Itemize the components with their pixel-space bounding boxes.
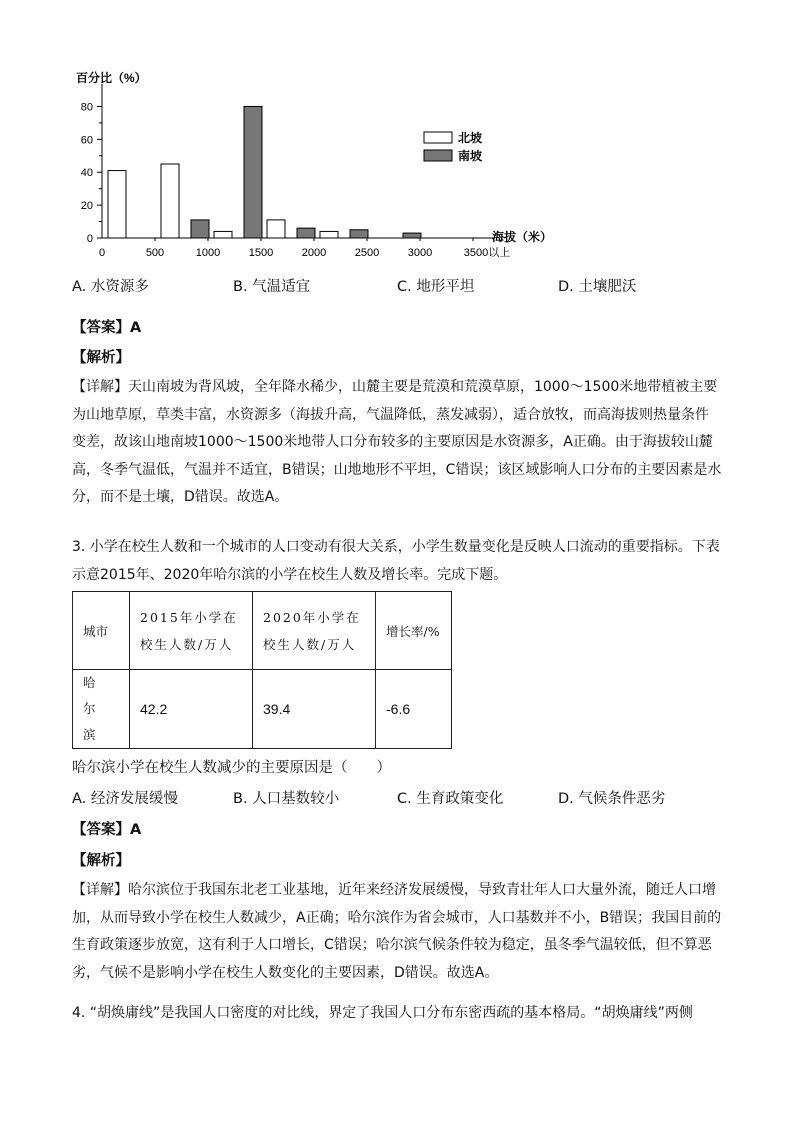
y-axis-label: 百分比（%）	[76, 71, 147, 85]
legend	[424, 130, 483, 163]
bar-north-2	[214, 231, 232, 238]
bar-south-1	[191, 220, 209, 238]
bar-south-5	[403, 233, 421, 238]
y-tick-label: 0	[86, 233, 93, 245]
table-cell-2020: 39.4	[253, 670, 376, 749]
y-tick-label: 60	[80, 134, 93, 147]
bar-north-0	[108, 171, 126, 238]
x-tick-label: 1500	[248, 247, 274, 259]
table-header-growth: 增长率/%	[376, 592, 452, 670]
q2-option-c: C. 地形平坦	[397, 279, 475, 295]
bar-north-4	[320, 231, 338, 238]
altitude-population-bar-chart	[60, 60, 560, 265]
table-cell-2015: 42.2	[130, 670, 253, 749]
x-tick-label: 2000	[301, 247, 327, 259]
q2-option-b: B. 气温适宜	[233, 279, 311, 295]
y-tick-label: 80	[80, 101, 93, 114]
x-tick-label: 0	[98, 247, 106, 259]
x-tick-label: 2500	[354, 247, 380, 259]
q2-analysis-heading: 【解析】	[72, 350, 130, 366]
table-cell-city: 哈尔滨	[73, 670, 130, 749]
x-tick-label: 500	[145, 247, 165, 259]
x-axis	[99, 238, 510, 259]
q3-question: 哈尔滨小学在校生人数减少的主要原因是（ ）	[72, 760, 391, 776]
bar-north-1	[161, 164, 179, 238]
q3-intro: 3. 小学在校生人数和一个城市的人口变动有很大关系，小学生数量变化是反映人口流动的重要指标。下表示意2015年、2020年哈尔滨的小学在校生人数及增长率。完成下题。	[72, 539, 720, 583]
bar-south-4	[350, 230, 368, 238]
bar-north-3	[267, 220, 285, 238]
q4-intro: 4. “胡焕庸线”是我国人口密度的对比线，界定了我国人口分布东密西疏的基本格局。“胡焕庸线”两侧	[72, 1005, 693, 1021]
q2-option-d: D. 土壤肥沃	[558, 279, 637, 295]
x-tick-label: 3000	[407, 247, 433, 259]
q2-detail: 【详解】天山南坡为背风坡，全年降水稀少，山麓主要是荒漠和荒漠草原，1000～1500米地带植被主要为山地草原，草类丰富，水资源多（海拔升高，气温降低，蒸发减弱），适合放牧，而高海拔则热量条件变差，故该山地南坡1000～1500米地带人口分布较多的主要原因是水资源多，A正确。由于海拔较山麓高，冬季气温低，气温并不适宜，B错误；山地地形不平坦，C错误；该区域影响人口分布的主要因素是水分，而不是土壤，D错误。故选A。	[72, 379, 722, 505]
q3-option-b: B. 人口基数较小	[233, 791, 340, 807]
q3-analysis-heading: 【解析】	[72, 853, 130, 869]
table-header-2020: 2020年小学在校生人数/万人	[253, 592, 376, 670]
q3-option-c: C. 生育政策变化	[397, 791, 504, 807]
q3-enrollment-table	[72, 591, 452, 749]
q2-option-a: A. 水资源多	[72, 279, 149, 295]
x-tick-label: 1000	[195, 247, 221, 259]
table-cell-growth: -6.6	[376, 670, 452, 749]
q3-detail: 【详解】哈尔滨位于我国东北老工业基地，近年来经济发展缓慢，导致青壮年人口大量外流，随迁人口增加，从而导致小学在校生人数减少，A正确；哈尔滨作为省会城市，人口基数并不小，B错误；我国目前的生育政策逐步放宽，这有利于人口增长，C错误；哈尔滨气候条件较为稳定，虽冬季气温较低，但不算恶劣，气候不是影响小学在校生人数变化的主要因素，D错误。故选A。	[72, 882, 722, 981]
q3-option-a: A. 经济发展缓慢	[72, 791, 178, 807]
bars	[108, 106, 421, 238]
table-header-city: 城市	[73, 592, 130, 670]
legend-swatch-1	[424, 150, 452, 161]
y-axis	[81, 84, 102, 245]
q3-option-d: D. 气候条件恶劣	[558, 791, 666, 807]
q2-answer: 【答案】A	[72, 320, 142, 336]
x-tick-label: 3500以上	[463, 247, 511, 259]
q3-answer: 【答案】A	[72, 822, 142, 838]
x-axis-label: 海拔（米）	[492, 230, 553, 244]
legend-label-0: 北坡	[458, 131, 483, 145]
table-header-2015: 2015年小学在校生人数/万人	[130, 592, 253, 670]
bar-south-2	[244, 106, 262, 238]
y-tick-label: 20	[80, 200, 93, 213]
legend-label-1: 南坡	[458, 149, 483, 163]
y-tick-label: 40	[80, 167, 93, 180]
legend-swatch-0	[424, 132, 452, 143]
bar-south-3	[297, 228, 315, 238]
